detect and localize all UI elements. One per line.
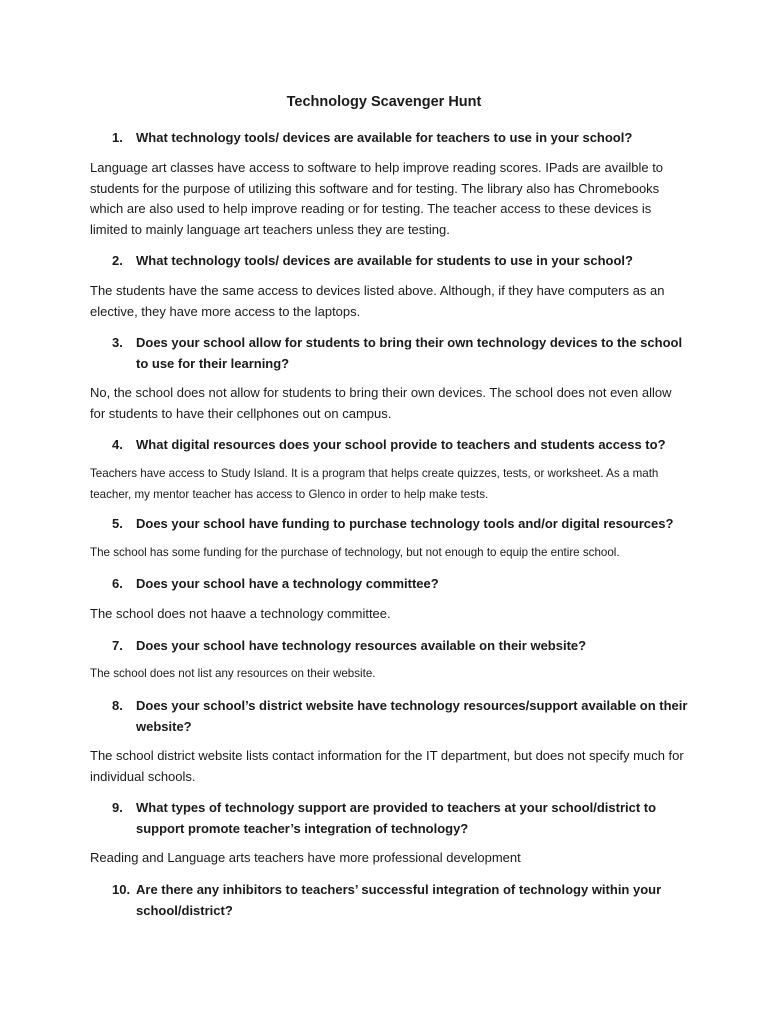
question-number: 8. [112, 698, 123, 713]
question-number: 4. [112, 437, 123, 452]
question-number: 7. [112, 638, 123, 653]
question-text: Does your school have a technology committee? [136, 576, 439, 591]
question-text: Are there any inhibitors to teachers’ successful integration of technology within your school/district? [136, 882, 662, 918]
question-number: 9. [112, 800, 123, 815]
answer-2: The students have the same access to devices listed above. Although, if they have computers as an elective, they have more access to the laptops. [90, 283, 665, 319]
answer-6: The school does not haave a technology committee. [90, 606, 391, 621]
question-number: 5. [112, 516, 123, 531]
answer-8: The school district website lists contact information for the IT department, but does not specify much for individual schools. [90, 748, 684, 784]
question-2 [112, 250, 692, 271]
answer-3: No, the school does not allow for students to bring their own devices. The school does not even allow for students to have their cellphones out on campus. [90, 385, 672, 421]
question-number: 6. [112, 576, 123, 591]
question-5 [112, 513, 692, 534]
answer-1: Language art classes have access to software to help improve reading scores. IPads are availble to students for the purpose of utilizing this software and for testing. The library also has Chromebooks which are also used to help improve reading or for testing. The teacher access to these devices is limited to mainly language art teachers unless they are testing. [90, 160, 664, 237]
question-9 [112, 797, 692, 839]
question-8 [112, 695, 692, 737]
question-text: Does your school allow for students to bring their own technology devices to the school to use for their learning? [136, 335, 683, 371]
question-1 [112, 127, 692, 148]
question-3 [112, 332, 692, 374]
question-7 [112, 635, 692, 656]
answer-7: The school does not list any resources on their website. [90, 667, 376, 680]
question-text: What technology tools/ devices are available for teachers to use in your school? [136, 130, 633, 145]
question-number: 1. [112, 130, 123, 145]
question-text: Does your school’s district website have technology resources/support available on their website? [136, 698, 688, 734]
question-text: Does your school have technology resources available on their website? [136, 638, 587, 653]
question-text: What technology tools/ devices are available for students to use in your school? [136, 253, 633, 268]
question-number: 10. [112, 882, 131, 897]
question-text: Does your school have funding to purchase technology tools and/or digital resources? [136, 516, 674, 531]
question-6 [112, 573, 692, 594]
question-10 [112, 879, 692, 921]
question-text: What types of technology support are provided to teachers at your school/district to support promote teacher’s integration of technology? [136, 800, 657, 836]
answer-5: The school has some funding for the purchase of technology, but not enough to equip the entire school. [90, 546, 620, 559]
question-4 [112, 434, 692, 455]
answer-4: Teachers have access to Study Island. It is a program that helps create quizzes, tests, or worksheet. As a math teacher, my mentor teacher has access to Glenco in order to help make tests. [90, 467, 659, 501]
question-text: What digital resources does your school provide to teachers and students access to? [136, 437, 666, 452]
question-number: 3. [112, 335, 123, 350]
question-number: 2. [112, 253, 123, 268]
answer-9: Reading and Language arts teachers have more professional development [90, 850, 521, 865]
document-title: Technology Scavenger Hunt [286, 94, 482, 110]
